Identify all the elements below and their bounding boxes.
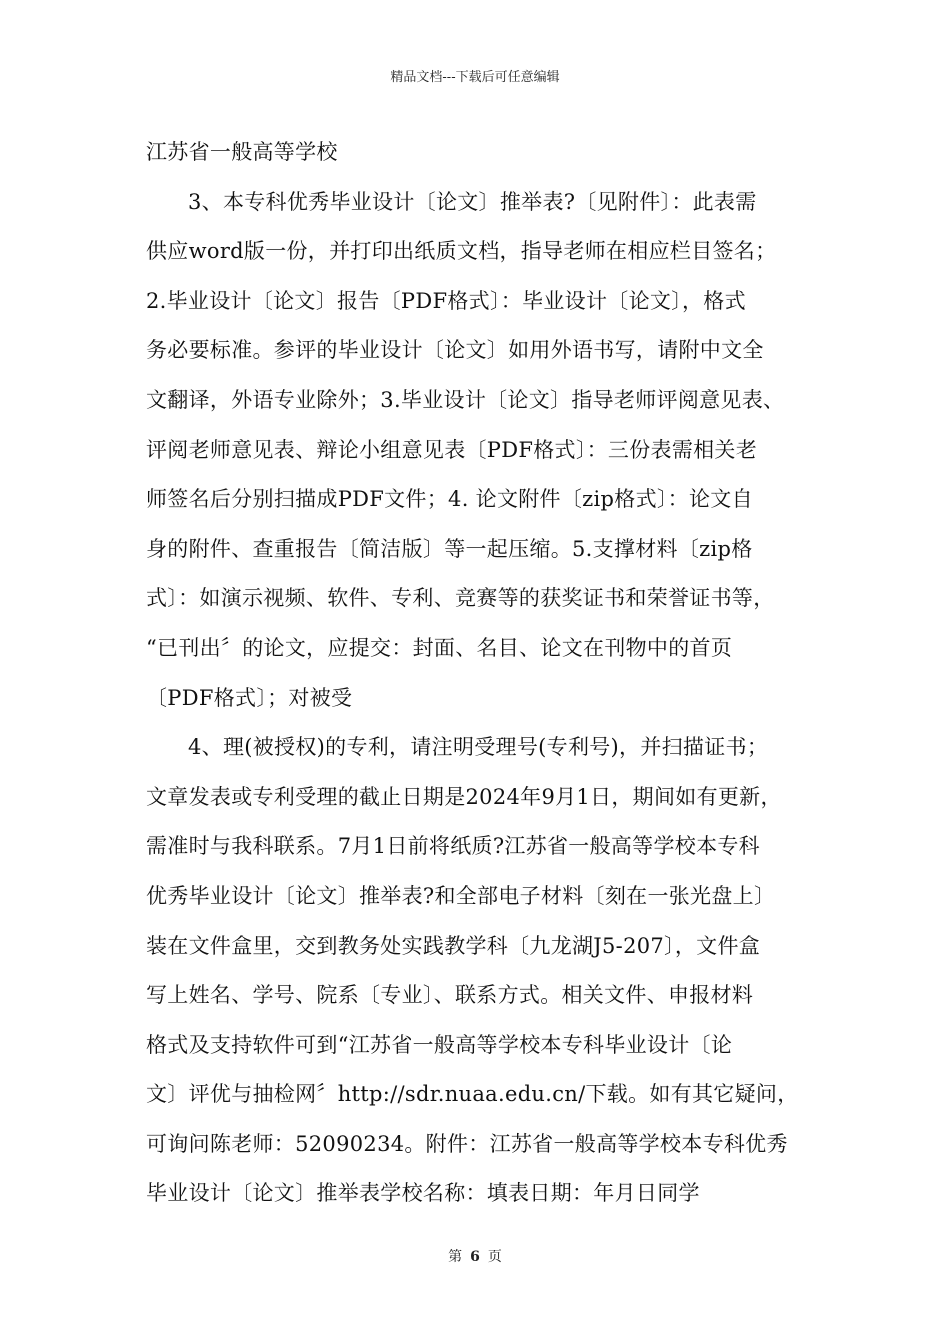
body-line: 格式及支持软件可到“江苏省一般高等学校本专科毕业设计〔论: [146, 1032, 733, 1057]
body-line: 江苏省一般高等学校: [146, 140, 338, 164]
body-line: 式〕：如演示视频、软件、专利、竞赛等的获奖证书和荣誉证书等，: [146, 586, 775, 611]
page-number-suffix: 页: [487, 1249, 502, 1265]
body-line: 毕业设计〔论文〕推举表学校名称：填表日期：年月日同学: [146, 1181, 700, 1206]
document-body: [146, 128, 808, 1219]
body-line: 身的附件、查重报告〔简洁版〕等一起压缩。5.支撑材料〔zip格: [146, 536, 753, 561]
body-line: 师签名后分别扫描成PDF文件；4. 论文附件〔zip格式〕：论文自: [146, 487, 753, 512]
body-line: 文〕评优与抽检网〞http://sdr.nuaa.edu.cn/下载。如有其它疑问，: [146, 1082, 799, 1107]
body-line: 供应word版一份，并打印出纸质文档，指导老师在相应栏目签名；: [146, 239, 777, 264]
body-line: 3、本专科优秀毕业设计〔论文〕推举表?〔见附件〕：此表需: [188, 189, 757, 214]
body-line: 4、理(被授权)的专利，请注明受理号(专利号)，并扫描证书；: [188, 735, 769, 760]
page-number-prefix: 第: [448, 1249, 463, 1265]
body-line: 评阅老师意见表、辩论小组意见表〔PDF格式〕：三份表需相关老: [146, 437, 758, 462]
body-line: 优秀毕业设计〔论文〕推举表?和全部电子材料〔刻在一张光盘上〕: [146, 883, 776, 908]
body-line: 务必要标准。参评的毕业设计〔论文〕如用外语书写，请附中文全: [146, 338, 764, 363]
page-number: 6: [470, 1249, 480, 1265]
body-line: 装在文件盒里，交到教务处实践教学科〔九龙湖J5-207〕，文件盒: [146, 933, 761, 958]
body-line: 文翻译，外语专业除外；3.毕业设计〔论文〕指导老师评阅意见表、: [146, 387, 785, 412]
page-footer: [0, 1246, 950, 1266]
body-line: 写上姓名、学号、院系〔专业〕、联系方式。相关文件、申报材料: [146, 983, 754, 1008]
body-line: 文章发表或专利受理的截止日期是2024年9月1日，期间如有更新，: [146, 784, 782, 809]
body-line: 需准时与我科联系。7月1日前将纸质?江苏省一般高等学校本专科: [146, 834, 760, 859]
body-line: “已刊出〞的论文，应提交：封面、名目、论文在刊物中的首页: [146, 635, 733, 660]
body-line: 2.毕业设计〔论文〕报告〔PDF格式〕：毕业设计〔论文〕，格式: [146, 288, 746, 313]
page-header: 精品文档---下载后可任意编辑: [390, 70, 560, 85]
body-line: 〔PDF格式〕；对被受: [146, 685, 353, 710]
body-line: 可询问陈老师：52090234。附件：江苏省一般高等学校本专科优秀: [146, 1131, 788, 1156]
